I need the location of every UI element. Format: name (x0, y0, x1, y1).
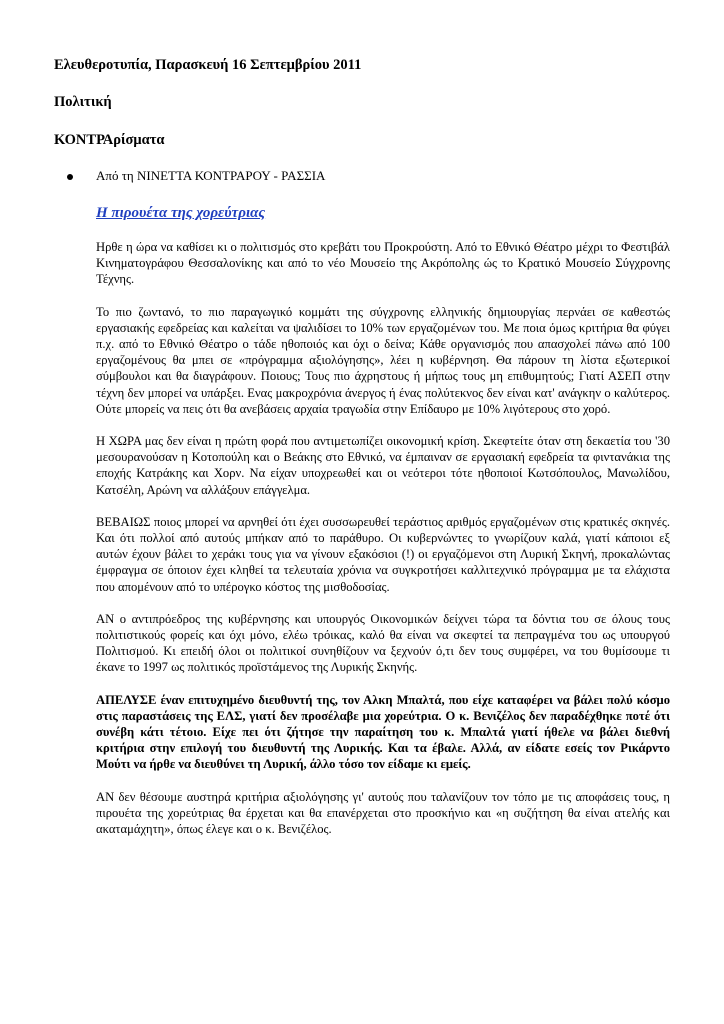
newspaper-date-line: Ελευθεροτυπία, Παρασκευή 16 Σεπτεμβρίου 2011 (54, 57, 362, 73)
byline-list-item (54, 168, 670, 184)
section-heading: Πολιτική (54, 94, 112, 110)
article-paragraph-6-bold: ΑΠΕΛΥΣΕ έναν επιτυχημένο διευθυντή της, τον Αλκη Μπαλτά, που είχε καταφέρει να βάλει πολύ κόσμο στις παραστάσεις της ΕΛΣ, γιατί δεν προσέλαβε μια χορεύτρια. Ο κ. Βενιζέλος δεν παραδέχθηκε ποτέ ότι συνέβη κάτι τέτοιο. Είχε πει ότι ζήτησε την παραίτηση του κ. Μπαλτά γιατί ήθελε να βάλει διεθνή κριτήρια στην επιλογή του διευθυντή της Λυρικής. Και τα έβαλε. Αλλά, αν είδατε εσείς τον Ρικάρντο Μούτι να ήρθε να διευθύνει τη Λυρική, άλλο τόσο τον είδαμε κι εμείς. (96, 692, 670, 772)
article-paragraph-1: Ηρθε η ώρα να καθίσει κι ο πολιτισμός στο κρεβάτι του Προκρούστη. Από το Εθνικό Θέατρο μέχρι το Φεστιβάλ Κινηματογράφου Θεσσαλονίκης και από το νέο Μουσείο της Ακρόπολης ώς το Κρατικό Μουσείο Σύγχρονης Τέχνης. (96, 240, 670, 287)
column-heading: ΚΟΝΤΡΑρίσματα (54, 132, 165, 148)
article-paragraph-4: ΒΕΒΑΙΩΣ ποιος μπορεί να αρνηθεί ότι έχει συσσωρευθεί τεράστιος αριθμός εργαζομένων στις κρατικές σκηνές. Και ότι πολλοί από αυτούς μπήκαν από το παράθυρο. Οι κυβερνώντες το γνωρίζουν καλά, γιατί κάποιοι εξ αυτών έχουν βάλει το χεράκι τους για να γίνουν εξακόσιοι (!) οι εργαζόμενοι στη Λυρική Σκηνή, προκαλώντας έμφραγμα σε όποιον έχει κληθεί τα τελευταία χρόνια να συγκροτήσει καλλιτεχνικό πρόγραμμα με τα ελάχιστα που απομένουν από το υπέρογκο κόστος της μισθοδοσίας. (96, 514, 670, 594)
author-byline: Από τη ΝΙΝΕΤΤΑ ΚΟΝΤΡΑΡΟΥ - ΡΑΣΣΙΑ (96, 168, 326, 183)
article-paragraph-7: ΑΝ δεν θέσουμε αυστηρά κριτήρια αξιολόγησης γι' αυτούς που ταλανίζουν τον τόπο με τις αποφάσεις τους, η πιρουέτα της χορεύτριας θα έρχεται και θα επανέρχεται στο προσκήνιο και «η συζήτηση θα είναι ατελής και ακαταμάχητη», όπως έλεγε και ο κ. Βενιζέλος. (96, 789, 670, 837)
article-paragraph-2: Το πιο ζωντανό, το πιο παραγωγικό κομμάτι της σύγχρονης ελληνικής δημιουργίας περνάει σε καθεστώς εργασιακής εφεδρείας και καλείται να ψαλιδίσει το 10% των εργαζομένων του. Με ποια όμως κριτήρια θα φύγει π.χ. από το Εθνικό Θέατρο ο τάδε ηθοποιός και όχι ο δείνα; Κάθε οργανισμός που απασχολεί πάνω από 100 εργαζομένους θα μπει σε «πρόγραμμα αξιολόγησης», λέει η κυβέρνηση. Θα πάρουν τη λίστα εξωτερικοί σύμβουλοι και θα διαγράφουν. Ποιους; Τους πιο άχρηστους ή μήπως τους μη επιθυμητούς; Γιατί ΑΣΕΠ στην τέχνη δεν μπορεί να υπάρξει. Ενας μακροχρόνια άνεργος ή ένας πολύτεκνος δεν είναι κατ' ανάγκην ο καλύτερος. Ούτε μπορείς να πεις ότι θα ανεβάσεις αρχαία τραγωδία στην Επίδαυρο με 10% λιγότερους στο χορό. (96, 304, 670, 416)
bullet-icon (67, 174, 73, 180)
article-title-link[interactable]: Η πιρουέτα της χορεύτριας (96, 205, 266, 221)
document-page (54, 57, 670, 853)
article-paragraph-3: Η ΧΩΡΑ μας δεν είναι η πρώτη φορά που αντιμετωπίζει οικονομική κρίση. Σκεφτείτε όταν στη δεκαετία του '30 μεσουρανούσαν η Κοτοπούλη και ο Βεάκης στο Εθνικό, να έμπαιναν σε εργασιακή εφεδρεία τα φιντανάκια της εποχής Κατράκης και Χορν. Να είχαν υποχρεωθεί και οι νεότεροι τότε ηθοποιοί Κωτσόπουλος, Μανωλίδου, Κατσέλη, Αρώνη να αλλάξουν επάγγελμα. (96, 434, 670, 497)
article-body (96, 204, 670, 837)
article-paragraph-5: ΑΝ ο αντιπρόεδρος της κυβέρνησης και υπουργός Οικονομικών δείχνει τώρα τα δόντια του σε όλους τους πολιτιστικούς φορείς και όχι μόνο, ελέω τρόικας, καλό θα είναι να σκεφτεί τα πεπραγμένα του ως υπουργού Πολιτισμού. Κι επειδή όλοι οι πολιτικοί συνηθίζουν να ξεχνούν ό,τι δεν τους συμφέρει, να του θυμίσουμε τι έκανε το 1997 ως πολιτικός προϊστάμενος της Λυρικής Σκηνής. (96, 611, 670, 675)
